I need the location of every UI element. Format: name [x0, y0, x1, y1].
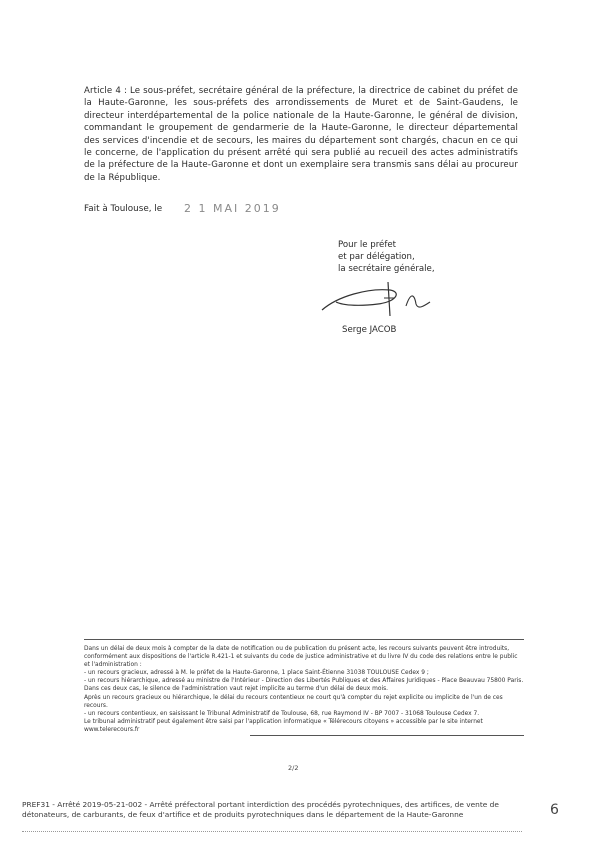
footer-line: PREF31 - Arrêté 2019-05-21-002 - Arrêté préfectoral portant interdiction des procédés pyrotechniques, des artifices, de vente de: [22, 800, 499, 809]
delegation-block: [338, 239, 435, 276]
note-line: - un recours hiérarchique, adressé au ministre de l'Intérieur - Direction des Libertés Publiques et des Affaires Juridiques - Place Beauvau 75800 Paris.: [84, 678, 524, 685]
article-4-paragraph: Article 4 : Le sous-préfet, secrétaire général de la préfecture, la directrice de cabinet du préfet de la Haute-Garonne, les sous-préfets des arrondissements de Muret et de Saint-Gaudens, le directeur interdépartemental de la police nationale de la Haute-Garonne, le général de division, commandant le groupement de gendarmerie de la Haute-Garonne, le directeur départemental des services d'incendie et de secours, les maires du département sont chargés, chacun en ce qui le concerne, de l'application du présent arrêté qui sera publié au recueil des actes administratifs de la préfecture de la Haute-Garonne et dont un exemplaire sera transmis sans délai au procureur de la République.: [84, 86, 518, 183]
signature-place-date: [84, 202, 281, 215]
note-line: Dans un délai de deux mois à compter de la date de notification ou de publication du présent acte, les recours suivants peuvent être introduits, conformément aux dispositions de l'article R.421-1 et suivants du code de justice administrative et du livre IV du code des relations entre le public et l'administration :: [84, 646, 518, 669]
footer: [22, 800, 522, 820]
notes-top-rule: [84, 639, 524, 640]
corner-page-number: 6: [550, 802, 559, 818]
fait-label: Fait à Toulouse, le: [84, 204, 163, 214]
signer-name: Serge JACOB: [342, 325, 397, 335]
page-number: 2/2: [288, 764, 299, 772]
footer-dotted-rule: [22, 831, 522, 833]
note-line: - un recours gracieux, adressé à M. le préfet de la Haute-Garonne, 1 place Saint-Étienne 31038 TOULOUSE Cedex 9 ;: [84, 670, 429, 677]
note-line: Après un recours gracieux ou hiérarchique, le délai du recours contentieux ne court qu'à compter du rejet explicite ou implicite de l'un de ces recours.: [84, 694, 503, 709]
delegation-line-2: et par délégation,: [338, 252, 415, 263]
note-line: - un recours contentieux, en saisissant le Tribunal Administratif de Toulouse, 68, rue Raymond IV - BP 7007 - 31068 Toulouse Cedex 7.: [84, 710, 480, 717]
delegation-line-1: Pour le préfet: [338, 240, 397, 250]
handwritten-signature: [318, 276, 438, 322]
note-line: Le tribunal administratif peut également être saisi par l'application informatique « Télérecours citoyens » accessible par le site internet www.telerecours.fr: [84, 718, 483, 733]
note-line: Dans ces deux cas, le silence de l'administration vaut rejet implicite au terme d'un délai de deux mois.: [84, 686, 389, 693]
footer-line: détonateurs, de carburants, de feux d'artifice et de produits pyrotechniques dans le département de la Haute-Garonne: [22, 810, 464, 819]
notes-bottom-rule: [250, 735, 524, 736]
date-stamp: 2 1 MAI 2019: [184, 202, 281, 215]
appeal-notes: [84, 645, 524, 734]
delegation-line-3: la secrétaire générale,: [338, 264, 435, 275]
